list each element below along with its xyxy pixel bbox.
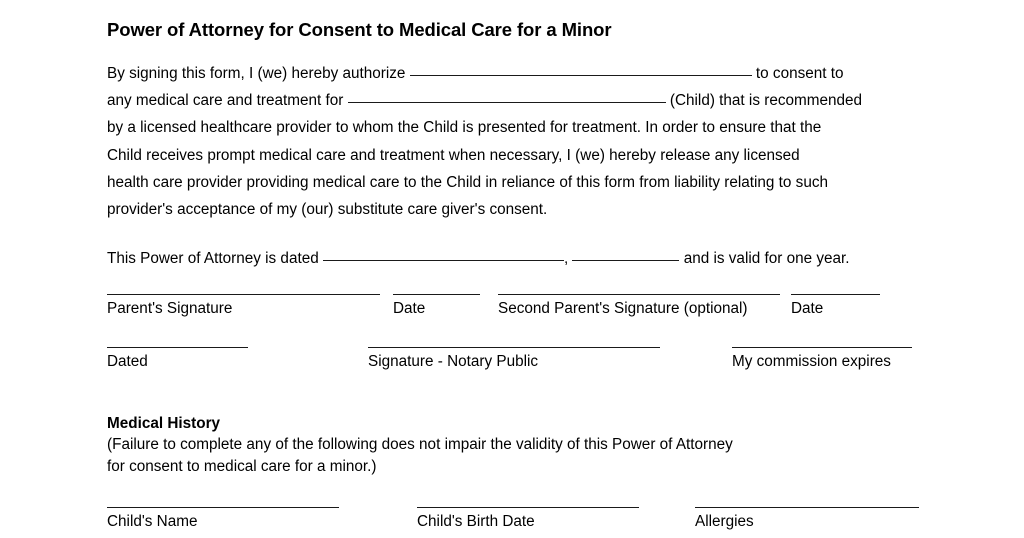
paragraph-line-3: by a licensed healthcare provider to whom the Child is presented for treatment. In order to ensure that the [107, 119, 822, 137]
signature-row-notary [107, 319, 913, 372]
field-allergies[interactable] [695, 507, 919, 532]
field-parents-signature[interactable] [107, 294, 380, 319]
paragraph-line-6: provider's acceptance of my (our) substitute care giver's consent. [107, 201, 548, 219]
dated-sentence-text-between: , [563, 250, 573, 268]
field-label: Allergies [695, 513, 754, 531]
medical-history-note-line-2: for consent to medical care for a minor.) [107, 457, 377, 475]
dated-date-blank[interactable] [323, 247, 564, 261]
dated-sentence [107, 223, 913, 272]
field-label: Child's Birth Date [417, 513, 535, 531]
medical-history-heading: Medical History [107, 415, 221, 433]
child-name-blank[interactable] [348, 89, 666, 103]
field-label: Date [393, 300, 426, 318]
authorization-paragraph [107, 41, 913, 223]
paragraph-line-2-text-after: (Child) that is recommended [665, 92, 863, 110]
medical-history-field-row [107, 477, 913, 532]
field-childs-birth-date[interactable] [417, 507, 639, 532]
field-label: Date [791, 300, 824, 318]
field-second-parent-date[interactable] [791, 294, 880, 319]
signature-row-parents [107, 272, 913, 319]
paragraph-line-5: health care provider providing medical care to the Child in reliance of this form from liability relating to such [107, 173, 828, 191]
field-second-parents-signature[interactable] [498, 294, 780, 319]
document-body [107, 0, 913, 532]
dated-sentence-text-before: This Power of Attorney is dated [107, 250, 323, 268]
field-commission-expires[interactable] [732, 347, 912, 372]
authorized-person-blank[interactable] [410, 62, 752, 76]
field-parent-date[interactable] [393, 294, 480, 319]
medical-history-note [107, 434, 913, 477]
field-label: Second Parent's Signature (optional) [498, 300, 748, 318]
medical-history-section [107, 372, 913, 477]
paragraph-line-1 [107, 60, 913, 87]
medical-history-note-line-1: (Failure to complete any of the following does not impair the validity of this Power of Attorney [107, 436, 733, 454]
paragraph-line-1-text-before: By signing this form, I (we) hereby authorize [107, 65, 410, 82]
field-label: Parent's Signature [107, 300, 233, 318]
page-title: Power of Attorney for Consent to Medical Care for a Minor [107, 19, 612, 40]
paragraph-line-1-text-after: to consent to [751, 65, 844, 82]
field-dated[interactable] [107, 347, 248, 372]
field-childs-name[interactable] [107, 507, 339, 532]
field-label: Signature - Notary Public [368, 353, 539, 371]
field-label: Child's Name [107, 513, 198, 531]
field-notary-signature[interactable] [368, 347, 660, 372]
paragraph-line-2-text-before: any medical care and treatment for [107, 92, 348, 110]
dated-year-blank[interactable] [572, 247, 679, 261]
dated-sentence-text-after: and is valid for one year. [679, 250, 850, 268]
paragraph-line-4: Child receives prompt medical care and treatment when necessary, I (we) hereby release any licensed [107, 146, 800, 164]
field-label: My commission expires [732, 353, 891, 371]
paragraph-line-2 [107, 87, 913, 114]
field-label: Dated [107, 353, 148, 371]
